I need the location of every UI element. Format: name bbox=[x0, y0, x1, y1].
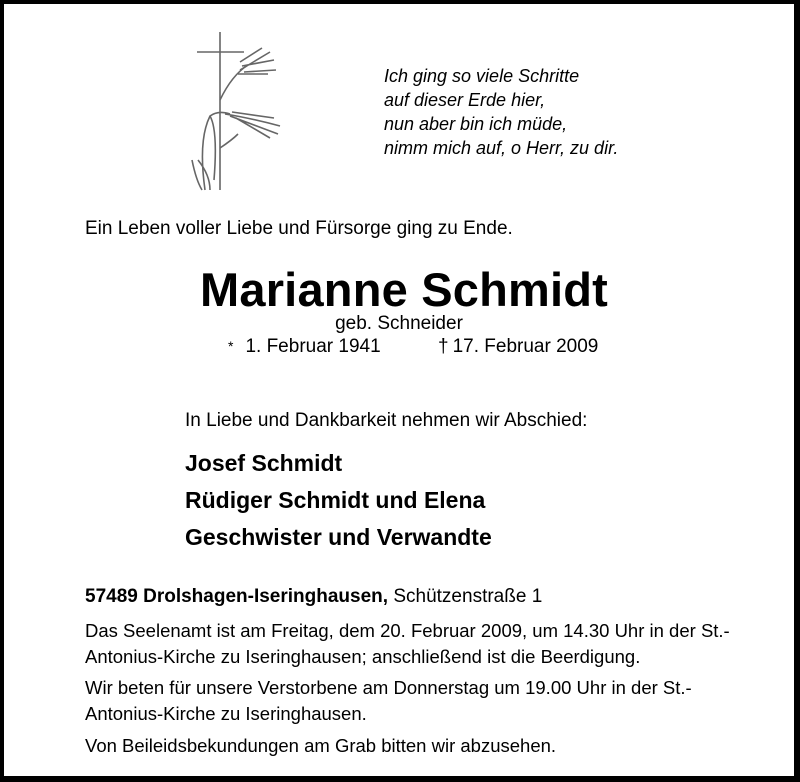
cross-wheat-icon bbox=[170, 30, 300, 200]
mourner: Rüdiger Schmidt und Elena bbox=[185, 487, 486, 513]
birth-date bbox=[228, 336, 381, 358]
obituary-notice bbox=[4, 4, 794, 776]
poem-line: Ich ging so viele Schritte bbox=[384, 66, 580, 86]
intro-text: Ein Leben voller Liebe und Fürsorge ging zu Ende. bbox=[85, 218, 513, 239]
funeral-info: Das Seelenamt ist am Freitag, dem 20. Februar 2009, um 14.30 Uhr in der St.-Antonius-Kirche zu Iseringhausen; anschließend ist die Beerdigung. bbox=[85, 620, 730, 667]
poem bbox=[384, 64, 618, 160]
poem-line: auf dieser Erde hier, bbox=[384, 90, 546, 110]
death-date bbox=[438, 336, 598, 358]
farewell-text: In Liebe und Dankbarkeit nehmen wir Abschied: bbox=[185, 410, 588, 431]
mourner: Geschwister und Verwandte bbox=[185, 524, 492, 550]
deceased-name: Marianne Schmidt bbox=[200, 263, 609, 316]
born-date-text: 1. Februar 1941 bbox=[245, 336, 381, 357]
address-street: Schützenstraße 1 bbox=[393, 586, 543, 607]
condolence-note: Von Beileidsbekundungen am Grab bitten wir abzusehen. bbox=[85, 735, 557, 756]
born-symbol: * bbox=[228, 338, 234, 354]
died-symbol: † bbox=[438, 336, 449, 357]
address bbox=[85, 586, 542, 608]
poem-line: nimm mich auf, o Herr, zu dir. bbox=[384, 138, 619, 158]
poem-line: nun aber bin ich müde, bbox=[384, 114, 568, 134]
died-date-text: 17. Februar 2009 bbox=[452, 336, 599, 357]
maiden-name: geb. Schneider bbox=[335, 313, 463, 334]
mourner: Josef Schmidt bbox=[185, 450, 343, 476]
prayer-info: Wir beten für unsere Verstorbene am Donnerstag um 19.00 Uhr in der St.-Antonius-Kirche zu Iseringhausen. bbox=[85, 677, 692, 724]
address-city: 57489 Drolshagen-Iseringhausen, bbox=[85, 586, 389, 607]
